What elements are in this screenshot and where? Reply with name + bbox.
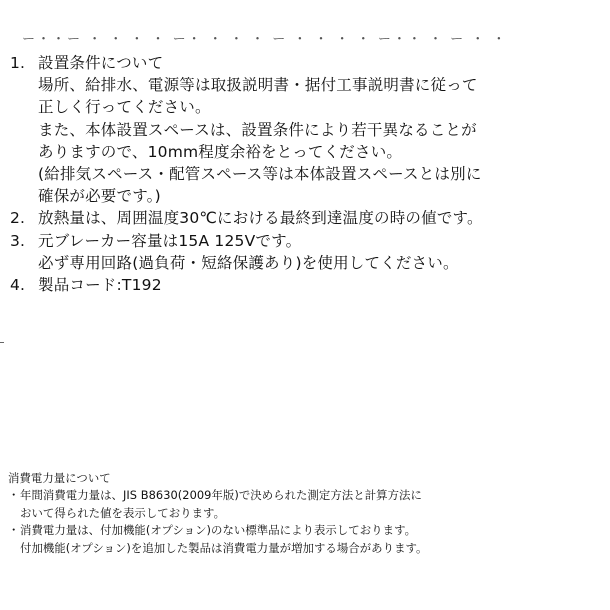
bullet-mark: ・ [8, 523, 20, 538]
note-4 [10, 274, 600, 296]
note-line: 確保が必要です。) [38, 187, 161, 206]
note-line: 必ず専用回路(過負荷・短絡保護あり)を使用してください。 [38, 253, 459, 272]
footer-title: 消費電力量について [8, 471, 111, 485]
note-line: また、本体設置スペースは、設置条件により若干異なることが [38, 120, 477, 139]
note-line: 放熱量は、周囲温度30℃における最終到達温度の時の値です。 [38, 209, 483, 228]
installation-notes [10, 52, 600, 296]
bullet-line: おいて得られた値を表示しております。 [20, 505, 226, 520]
note-line: 場所、給排水、電源等は取扱説明書・据付工事説明書に従って [38, 76, 478, 95]
power-consumption-notes [8, 470, 603, 557]
note-number: 2. [10, 209, 26, 228]
note-number: 3. [10, 231, 26, 250]
footer-bullet-1 [8, 487, 603, 522]
note-number: 4. [10, 276, 26, 295]
note-line: 正しく行ってください。 [38, 98, 211, 117]
note-line: 製品コード:T192 [38, 276, 162, 295]
note-line: 設置条件について [38, 54, 164, 72]
note-1 [10, 52, 600, 207]
edge-mark [0, 342, 4, 343]
note-line: ありますので、10mm程度余裕をとってください。 [38, 142, 403, 161]
bullet-line: 付加機能(オプション)を追加した製品は消費電力量が増加する場合があります。 [20, 540, 428, 555]
note-line: 元ブレーカー容量は15A 125Vです。 [38, 231, 302, 250]
note-3 [10, 230, 600, 274]
note-line: (給排気スペース・配管スペース等は本体設置スペースとは別に [38, 165, 482, 184]
bullet-line: 消費電力量は、付加機能(オプション)のない標準品により表示しております。 [20, 523, 417, 538]
bullet-line: 年間消費電力量は、JIS B8630(2009年版)で決められた測定方法と計算方法に [20, 488, 422, 503]
note-2 [10, 207, 600, 229]
footer-bullet-2 [8, 522, 603, 557]
note-number: 1. [10, 54, 26, 72]
bullet-mark: ・ [8, 488, 20, 503]
truncated-top-line: ー・・ー ・ ・ ・ ・ ー・ ・ ・ ・ ー ・ ・ ・ ・ ー・・ ・ ー ・ ・ [22, 32, 508, 47]
